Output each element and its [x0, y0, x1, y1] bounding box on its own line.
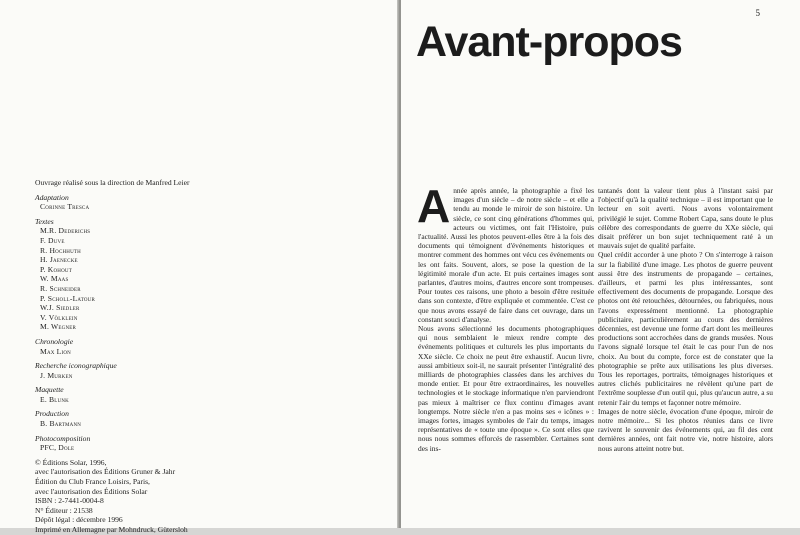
- credit-name: B. Bartmann: [40, 419, 82, 429]
- credit-name: Max Lion: [40, 346, 71, 356]
- credit-name: M. Wegner: [40, 322, 77, 332]
- paragraph-text: nnée après année, la photographie a fixé les images d'un siècle – de notre siècle – et elle a tendu au monde le miroir de son histoire. Un siècle, ce sont cinq générations d'hommes qui, acteurs ou victimes, ont fait l'Histoire, puis l'actualité. Aussi les photos peuvent-elles être à la fois des documents qui témoignent d'événements historiques et montrer comment des hommes ont vécu ces événements ou les ont faits. Souvent, alors, se pose la question de la légitimité morale d'un acte. Et puis certaines images sont parlantes, d'autres moins, d'autres encore sont trompeuses. Pour toutes ces raisons, une photo a besoin d'être resituée dans son contexte, d'être expliquée et commentée. C'est ce que nous avons essayé de faire dans cet ouvrage, dans un constant souci d'analyse.: [418, 186, 594, 324]
- credit-role: Adaptation: [35, 192, 69, 202]
- imprint-line: Édition du Club France Loisirs, Paris,: [35, 477, 150, 487]
- credit-name: E. Blunk: [40, 394, 69, 404]
- paragraph: Quel crédit accorder à une photo ? On s'interroge à raison sur la fiabilité d'une image. Les photos de guerre peuvent aussi être des instruments de propagande – certaines, d'ailleurs, et parmi les plus intéressantes, sont effectivement des documents de propagande. Lorsque des photos ont été retouchées, détournées, ou fabriquées, nous l'avons expressément mentionné. La photographie publicitaire, particulièrement au cours des dernières décennies, est devenue une forme d'art dont les meilleures productions sont accrochées dans de grands musées. Nous l'avons signalé lorsque tel était le cas pour l'un de nos choix. Au bout du compte, force est de constater que la photographie se prête aux utilisations les plus diverses. Tous les reportages, portraits, témoignages historiques et autres clichés publicitaires ne révèlent qu'une part de l'extrême souplesse d'un outil qui, plus qu'aucun autre, a su retenir l'air du temps et façonner notre mémoire.: [598, 250, 773, 407]
- credit-name: V. Völklein: [40, 312, 78, 322]
- credit-groups: [35, 193, 375, 453]
- imprint-line: Imprimé en Allemagne par Mohndruck, Gütersloh: [35, 525, 188, 534]
- page-title: Avant-propos: [416, 18, 682, 66]
- paragraph: Images de notre siècle, évocation d'une époque, miroir de notre mémoire... Si les photos réunies dans ce livre ravivent le souvenir des événements qui, au fil des cent dernières années, ont fait notre vie, notre histoire, alors nous aurons atteint notre but.: [598, 406, 773, 453]
- credit-group: [35, 337, 375, 356]
- imprint-line: Dépôt légal : décembre 1996: [35, 515, 123, 525]
- paragraph: Nous avons sélectionné les documents photographiques qui nous semblaient le mieux rendre compte des événements politiques et culturels les plus importants du XXe siècle. Ce choix ne peut être exhaustif. Aucun livre, aussi ambitieux soit-il, ne saurait présenter l'intégralité des milliards de photographies classées dans les archives du monde entier. Et pour être extraordinaires, les nouvelles technologies et le stockage informatique n'en parviendront pas mieux à maîtriser ce flux continu d'images avant longtemps. Notre siècle n'en a pas moins ses « icônes » : images fortes, images symboles de l'air du temps, images représentatives de « toute une époque ». Ce sont elles que nous nous sommes efforcés de rassembler. Certaines sont des ins-: [418, 324, 594, 453]
- text-column-2: [598, 186, 773, 453]
- text-column-1: [417, 180, 594, 453]
- credit-group: [35, 409, 375, 428]
- imprint-block: [35, 458, 375, 535]
- credit-role: Textes: [35, 216, 54, 226]
- credit-role: Production: [35, 409, 69, 419]
- page-number: 5: [755, 8, 760, 18]
- credit-name: M.R. Dederichs: [40, 226, 91, 236]
- credit-group: [35, 385, 375, 404]
- credit-name: Corinne Tresca: [40, 202, 90, 212]
- credit-name: P. Kohout: [40, 264, 72, 274]
- credit-name: J. Murken: [40, 370, 73, 380]
- credit-role: Maquette: [35, 385, 64, 395]
- credit-name: PFC, Dole: [40, 443, 75, 453]
- credit-name: W.J. Siedler: [40, 303, 80, 313]
- imprint-line: N° Éditeur : 21538: [35, 505, 93, 515]
- credit-name: R. Hochhuth: [40, 245, 81, 255]
- credit-name: R. Schneider: [40, 283, 81, 293]
- drop-cap: A: [417, 180, 451, 232]
- imprint-line: ISBN : 2-7441-0004-8: [35, 496, 104, 506]
- credit-group: [35, 217, 375, 332]
- left-page: [0, 0, 399, 534]
- paragraph: tantanés dont la valeur tient plus à l'instant saisi par l'objectif qu'à la qualité technique – il est important que le lecteur en soit averti. Nous avons volontairement privilégié le sujet. Comme Robert Capa, sans doute le plus célèbre des correspondants de guerre du XXe siècle, qui disait préférer un bon sujet techniquement raté à un mauvais sujet de qualité parfaite.: [598, 186, 773, 251]
- paragraph: [417, 180, 594, 324]
- credit-group: [35, 193, 375, 212]
- credit-group: [35, 361, 375, 380]
- credit-role: Recherche iconographique: [35, 361, 117, 371]
- credits-block: [35, 178, 375, 535]
- credit-name: W. Maas: [40, 274, 69, 284]
- credit-role: Chronologie: [35, 336, 74, 346]
- credit-name: P. Scholl-Latour: [40, 293, 96, 303]
- credit-name: F. Duve: [40, 235, 65, 245]
- credit-group: [35, 434, 375, 453]
- credit-role: Photocomposition: [35, 433, 91, 443]
- credit-name: H. Jaenecke: [40, 255, 78, 265]
- imprint-line: © Éditions Solar, 1996,: [35, 457, 107, 467]
- imprint-line: avec l'autorisation des Éditions Solar: [35, 486, 148, 496]
- imprint-line: avec l'autorisation des Éditions Gruner & Jahr: [35, 467, 176, 477]
- direction-line: Ouvrage réalisé sous la direction de Manfred Leier: [35, 178, 190, 187]
